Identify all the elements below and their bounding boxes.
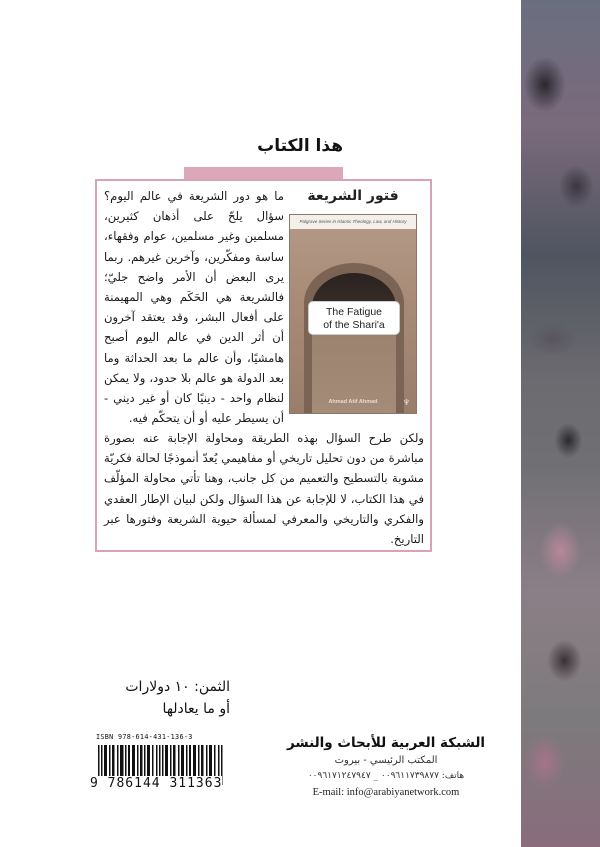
publisher-office: المكتب الرئيسي - بيروت: [334, 755, 438, 766]
publisher-name: الشبكة العربية للأبحاث والنشر: [286, 735, 486, 751]
description-paragraph-2: ولكن طرح السؤال بهذه الطريقة ومحاولة الإجابة عنه بصورة مباشرة من دون تحليل تاريخي أو مفاهيمي يُعدّ أنموذجًا لحالة فكريّة مشوبة بالتسطيح والتعميم من كل جانب، وهنا تأتي محاولة المؤلّف في هذا الكتاب، لا للإجابة عن هذا السؤال ولكن لبيان الإطار العقدي والفكري والتاريخي والمعرفي لمسألة حيوية الشريعة وفتورها عبر التاريخ.: [104, 431, 424, 547]
price-block: [90, 676, 230, 720]
title-accent-bar: [184, 167, 343, 179]
isbn-label: ISBN 978-614-431-136-3: [96, 733, 193, 741]
price-amount: الثمن: ١٠ دولارات: [125, 679, 230, 695]
barcode-digits: 9 786144 311363: [90, 776, 223, 791]
publisher-email: E-mail: info@arabiyanetwork.com: [312, 787, 460, 798]
publisher-phone: هاتف: ٠٠٩٦١١٧٣٩٨٧٧ _ ٠٠٩٦١٧١٢٤٧٩٤٧: [307, 771, 465, 781]
price-equivalent: أو ما يعادلها: [162, 701, 230, 717]
cover-series-text: Palgrave Series in Islamic Theology, Law, and History: [290, 215, 416, 229]
book-title-arabic: فتور الشريعة: [307, 188, 399, 204]
publisher-logo-icon: ♆: [402, 398, 410, 407]
publisher-info: [270, 733, 502, 801]
decorative-art-strip: [521, 0, 600, 847]
cover-author: Ahmad Atif Ahmad: [328, 399, 378, 405]
description-paragraph-1: ما هو دور الشريعة في عالم اليوم؟ سؤال يلحّ على أذهان كثيرين، مسلمين وغير مسلمين، عوام وفقهاء، ساسة ومفكّرين، وآخرين غيرهم. ربما يرى البعض أن الأمر واضح جليّ؛ فالشريعة هي الحَكَم وهي المهيمنة على أفعال البشر، وقد يعتقد آخرون أن أثر الدين في عالم اليوم أصبح هامشيًا، وأن عالم ما بعد الحداثة وما بعد الدولة هو عالم بلا حدود، ولا يمكن لنظام واحد - دينيًا كان أو غير ديني - أن يسيطر عليه أو أن يتحكّم فيه.: [104, 189, 284, 426]
cover-arch-inner-shape: [312, 273, 396, 414]
cover-title-line1: The Fatigue: [325, 306, 383, 318]
section-title: هذا الكتاب: [257, 136, 343, 156]
isbn-barcode: [90, 733, 235, 799]
cover-title-line2: of the Shari'a: [323, 319, 385, 331]
cover-title-label: [308, 301, 400, 335]
book-cover-image: [289, 214, 417, 414]
